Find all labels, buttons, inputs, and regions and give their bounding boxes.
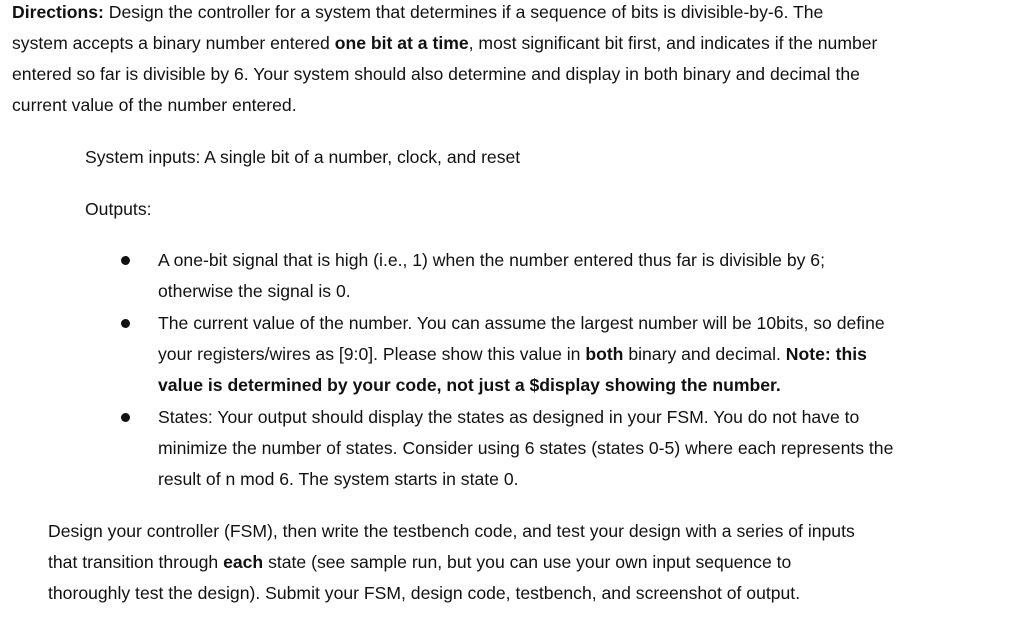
directions-text-3: entered so far is divisible by 6. Your system should also determine and display in both binary and decimal the xyxy=(12,64,860,84)
bullet-2-bold-note: Note: this xyxy=(785,344,867,364)
design-bold-each: each xyxy=(223,552,264,572)
directions-text-2c: , most significant bit first, and indicates if the number xyxy=(468,33,878,53)
directions-line-4 xyxy=(12,93,297,117)
bullet-dot-2 xyxy=(121,319,130,328)
outputs-label xyxy=(85,197,152,221)
bullet-1-text-2: otherwise the signal is 0. xyxy=(158,281,351,301)
design-text-2c: state (see sample run, but you can use your own input sequence to xyxy=(263,552,792,572)
bullet-2-text-1: The current value of the number. You can assume the largest number will be 10bits, so define xyxy=(158,313,885,333)
bullet-2-bold-both: both xyxy=(585,344,624,364)
bullet-2-line-2 xyxy=(158,342,867,366)
design-line-2 xyxy=(48,550,791,574)
bullet-2-bold-note-cont: value is determined by your code, not just a $display showing the number. xyxy=(158,375,781,395)
directions-bold-one-bit: one bit at a time xyxy=(334,33,469,53)
directions-text-4: current value of the number entered. xyxy=(12,95,297,115)
directions-line-2 xyxy=(12,31,877,55)
bullet-3-line-1 xyxy=(158,405,859,429)
bullet-1-text-1: A one-bit signal that is high (i.e., 1) when the number entered thus far is divisible by 6; xyxy=(158,250,825,270)
bullet-2-line-1 xyxy=(158,311,885,335)
bullet-3-text-1: States: Your output should display the states as designed in your FSM. You do not have to xyxy=(158,407,860,427)
design-line-3 xyxy=(48,581,800,605)
directions-line-3 xyxy=(12,62,860,86)
bullet-2-line-3 xyxy=(158,373,781,397)
system-inputs-text: System inputs: A single bit of a number, clock, and reset xyxy=(85,147,521,167)
bullet-3-line-2 xyxy=(158,436,893,460)
bullet-2-text-2c: binary and decimal. xyxy=(623,344,786,364)
bullet-1-line-2 xyxy=(158,279,351,303)
design-text-1: Design your controller (FSM), then write the testbench code, and test your design with a series of inputs xyxy=(48,521,855,541)
directions-line-1 xyxy=(12,0,823,24)
outputs-label-text: Outputs: xyxy=(85,199,152,219)
system-inputs xyxy=(85,145,520,169)
directions-label: Directions: xyxy=(12,2,104,22)
bullet-2-text-2a: your registers/wires as [9:0]. Please show this value in xyxy=(158,344,586,364)
design-text-2a: that transition through xyxy=(48,552,224,572)
bullet-dot-3 xyxy=(121,413,130,422)
directions-text-1: Design the controller for a system that determines if a sequence of bits is divisible-by-6. The xyxy=(103,2,824,22)
directions-text-2a: system accepts a binary number entered xyxy=(12,33,335,53)
bullet-3-text-2: minimize the number of states. Consider using 6 states (states 0-5) where each represents the xyxy=(158,438,894,458)
design-text-3: thoroughly test the design). Submit your FSM, design code, testbench, and screenshot of output. xyxy=(48,583,801,603)
bullet-dot-1 xyxy=(121,256,130,265)
bullet-3-text-3: result of n mod 6. The system starts in state 0. xyxy=(158,469,519,489)
bullet-1-line-1 xyxy=(158,248,825,272)
bullet-3-line-3 xyxy=(158,467,519,491)
design-line-1 xyxy=(48,519,855,543)
